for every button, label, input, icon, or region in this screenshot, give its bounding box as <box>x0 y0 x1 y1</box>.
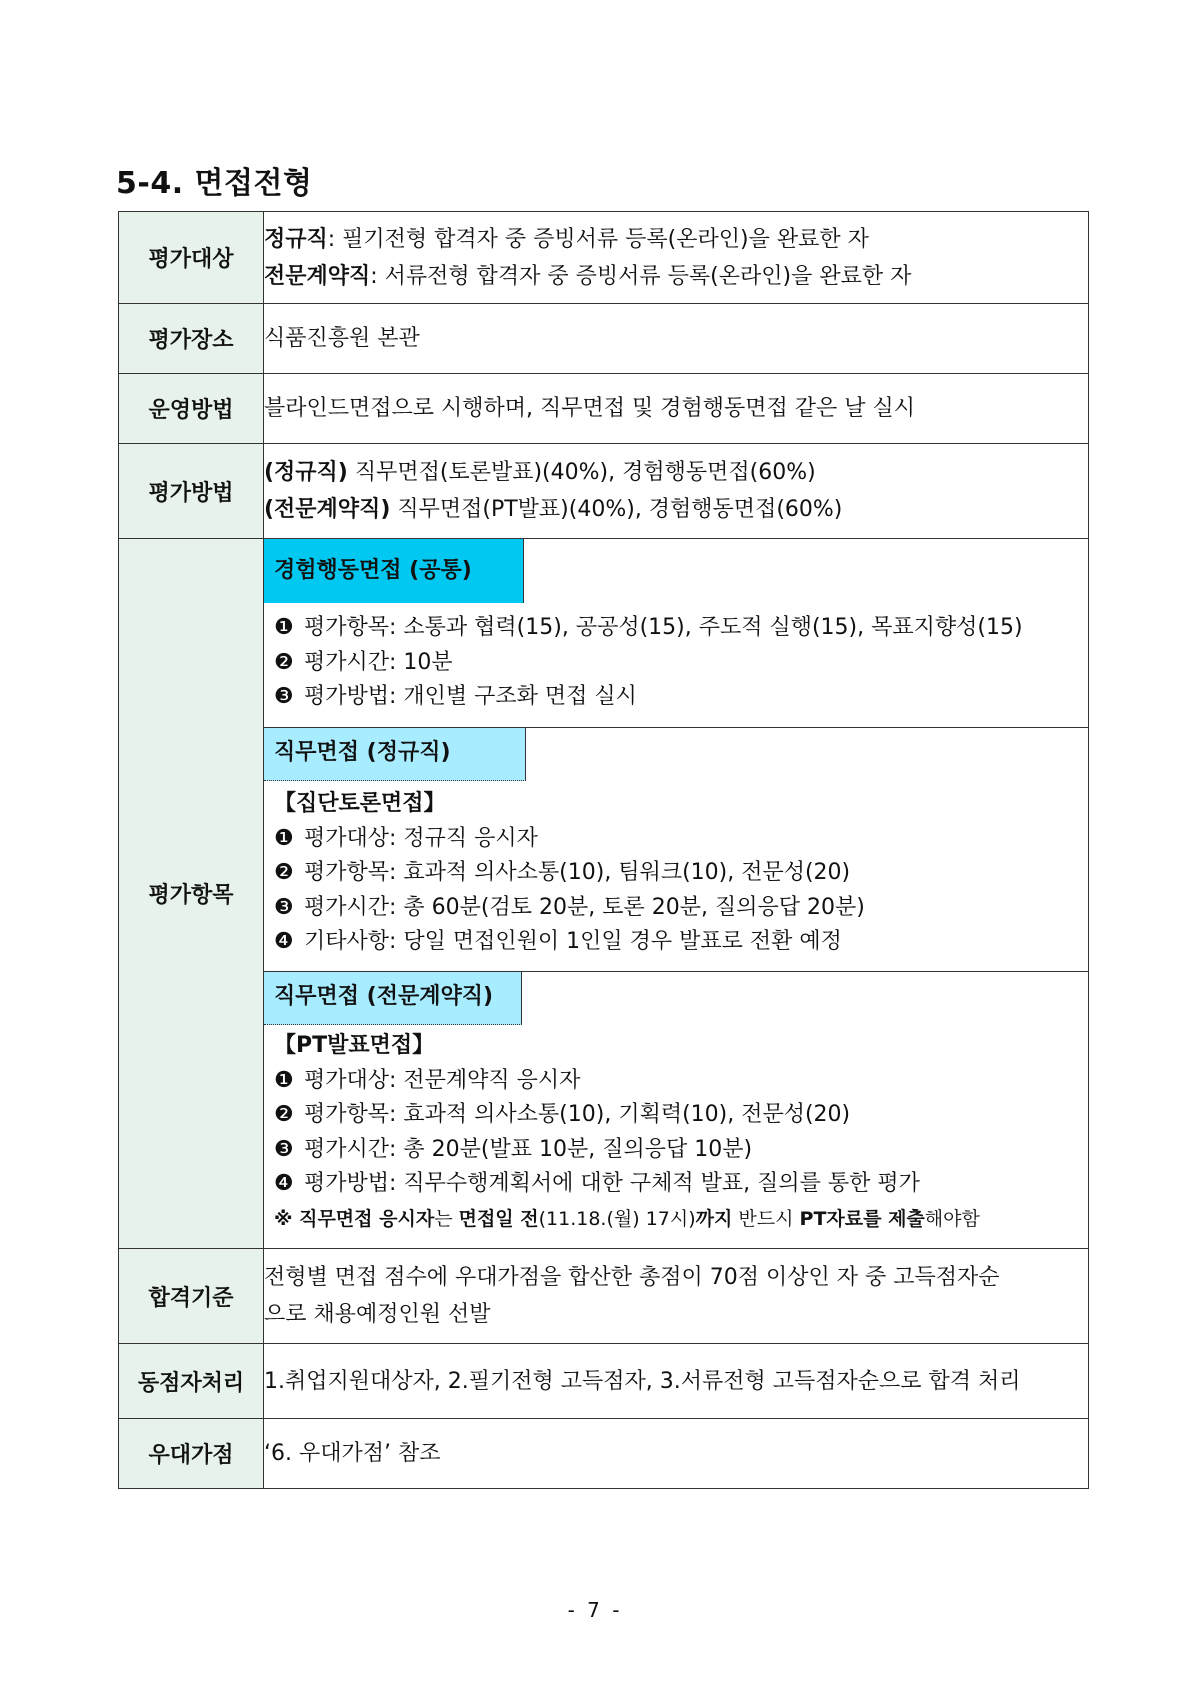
content-place: 식품진흥원 본관 <box>264 304 1089 374</box>
label-items: 평가항목 <box>119 539 264 1249</box>
criteria-line-1: 전형별 면접 점수에 우대가점을 합산한 총점이 70점 이상인 자 중 고득점자순 <box>264 1265 1000 1290</box>
number-1-icon: ❶ <box>274 615 294 640</box>
number-4-icon: ❹ <box>274 1171 294 1196</box>
target-regular-text: : 필기전형 합격자 중 증빙서류 등록(온라인)을 완료한 자 <box>327 226 869 252</box>
regular-section <box>264 727 1088 971</box>
method-regular-text: 직무면접(토론발표)(40%), 경험행동면접(60%) <box>347 460 816 485</box>
list-item <box>274 856 1088 891</box>
label-tie: 동점자처리 <box>119 1344 264 1419</box>
row-items <box>119 539 1089 1249</box>
row-criteria <box>119 1249 1089 1344</box>
content-criteria <box>264 1249 1089 1344</box>
label-bonus: 우대가점 <box>119 1419 264 1489</box>
label-criteria: 합격기준 <box>119 1249 264 1344</box>
number-3-icon: ❸ <box>274 894 294 920</box>
method-contract-label: (전문계약직) <box>264 497 391 522</box>
list-item <box>274 925 1088 960</box>
number-3-icon: ❸ <box>274 684 294 709</box>
criteria-line-2: 으로 채용예정인원 선발 <box>264 1302 491 1327</box>
regular-subtitle: 【집단토론면접】 <box>274 791 446 816</box>
list-item <box>274 611 1088 646</box>
label-method: 평가방법 <box>119 444 264 539</box>
number-1-icon: ❶ <box>274 1067 294 1093</box>
list-item-text: 평가항목: 소통과 협력(15), 공공성(15), 주도적 실행(15), 목표지향성(15) <box>304 615 1023 640</box>
number-3-icon: ❸ <box>274 1136 294 1162</box>
experience-header: 경험행동면접 (공통) <box>264 539 524 603</box>
list-item <box>274 680 1088 715</box>
contract-header: 직무면접 (전문계약직) <box>264 972 522 1025</box>
experience-section <box>264 539 1088 727</box>
regular-header: 직무면접 (정규직) <box>264 728 526 781</box>
note-part: PT자료를 제출 <box>799 1207 925 1230</box>
list-item-text: 평가항목: 효과적 의사소통(10), 팀워크(10), 전문성(20) <box>304 860 851 885</box>
target-contract-label: 전문계약직 <box>264 263 371 289</box>
list-item <box>274 1098 1088 1133</box>
content-operation: 블라인드면접으로 시행하며, 직무면접 및 경험행동면접 같은 날 실시 <box>264 374 1089 444</box>
target-contract-text: : 서류전형 합격자 중 증빙서류 등록(온라인)을 완료한 자 <box>370 263 912 289</box>
list-item-text: 평가방법: 직무수행계획서에 대한 구체적 발표, 질의를 통한 평가 <box>304 1171 920 1196</box>
number-4-icon: ❹ <box>274 929 294 954</box>
content-tie: 1.취업지원대상자, 2.필기전형 고득점자, 3.서류전형 고득점자순으로 합격 처리 <box>264 1344 1089 1419</box>
list-item <box>274 646 1088 681</box>
row-operation <box>119 374 1089 444</box>
note-part: 면접일 전 <box>458 1207 539 1230</box>
list-item-text: 평가대상: 전문계약직 응시자 <box>304 1067 581 1093</box>
contract-body <box>264 1025 1088 1242</box>
list-item <box>274 1064 1088 1099</box>
content-target <box>264 212 1089 304</box>
interview-table <box>118 211 1089 1489</box>
list-item-text: 평가방법: 개인별 구조화 면접 실시 <box>304 684 637 709</box>
row-tie <box>119 1344 1089 1419</box>
list-item-text: 평가대상: 정규직 응시자 <box>304 825 538 851</box>
label-target: 평가대상 <box>119 212 264 304</box>
list-item <box>274 891 1088 926</box>
pt-submission-note <box>274 1202 1088 1237</box>
row-target <box>119 212 1089 304</box>
list-item <box>274 822 1088 857</box>
number-1-icon: ❶ <box>274 825 294 851</box>
number-2-icon: ❷ <box>274 860 294 885</box>
section-title: 5-4. 면접전형 <box>116 166 313 201</box>
note-part: 까지 <box>695 1207 733 1230</box>
method-regular-label: (정규직) <box>264 460 348 485</box>
contract-section <box>264 971 1088 1248</box>
list-item-text: 기타사항: 당일 면접인원이 1인일 경우 발표로 전환 예정 <box>304 929 842 954</box>
label-operation: 운영방법 <box>119 374 264 444</box>
list-item <box>274 1167 1088 1202</box>
note-part: 해야함 <box>924 1207 980 1230</box>
target-line-regular <box>264 221 1088 258</box>
method-contract-text: 직무면접(PT발표)(40%), 경험행동면접(60%) <box>390 497 843 522</box>
content-bonus: ‘6. 우대가점’ 참조 <box>264 1419 1089 1489</box>
row-bonus <box>119 1419 1089 1489</box>
contract-subtitle: 【PT발표면접】 <box>274 1033 435 1058</box>
target-regular-label: 정규직 <box>264 226 328 252</box>
note-part: 는 <box>434 1207 459 1230</box>
list-item-text: 평가시간: 총 20분(발표 10분, 질의응답 10분) <box>304 1136 753 1162</box>
note-part: 반드시 <box>732 1207 800 1230</box>
list-item-text: 평가항목: 효과적 의사소통(10), 기획력(10), 전문성(20) <box>304 1102 851 1127</box>
number-2-icon: ❷ <box>274 1102 294 1127</box>
experience-body <box>264 603 1088 721</box>
method-line-contract <box>264 491 1088 528</box>
regular-body <box>264 781 1088 966</box>
note-part: ※ 직무면접 응시자 <box>274 1207 435 1230</box>
method-line-regular <box>264 454 1088 491</box>
content-method <box>264 444 1089 539</box>
list-item-text: 평가시간: 10분 <box>304 649 453 675</box>
content-items <box>264 539 1089 1249</box>
list-item <box>274 1133 1088 1168</box>
label-place: 평가장소 <box>119 304 264 374</box>
number-2-icon: ❷ <box>274 649 294 675</box>
row-place <box>119 304 1089 374</box>
list-item-text: 평가시간: 총 60분(검토 20분, 토론 20분, 질의응답 20분) <box>304 894 865 920</box>
note-part: (11.18.(월) 17시) <box>538 1207 696 1230</box>
page-number: - 7 - <box>567 1598 623 1622</box>
row-method <box>119 444 1089 539</box>
target-line-contract <box>264 258 1088 295</box>
